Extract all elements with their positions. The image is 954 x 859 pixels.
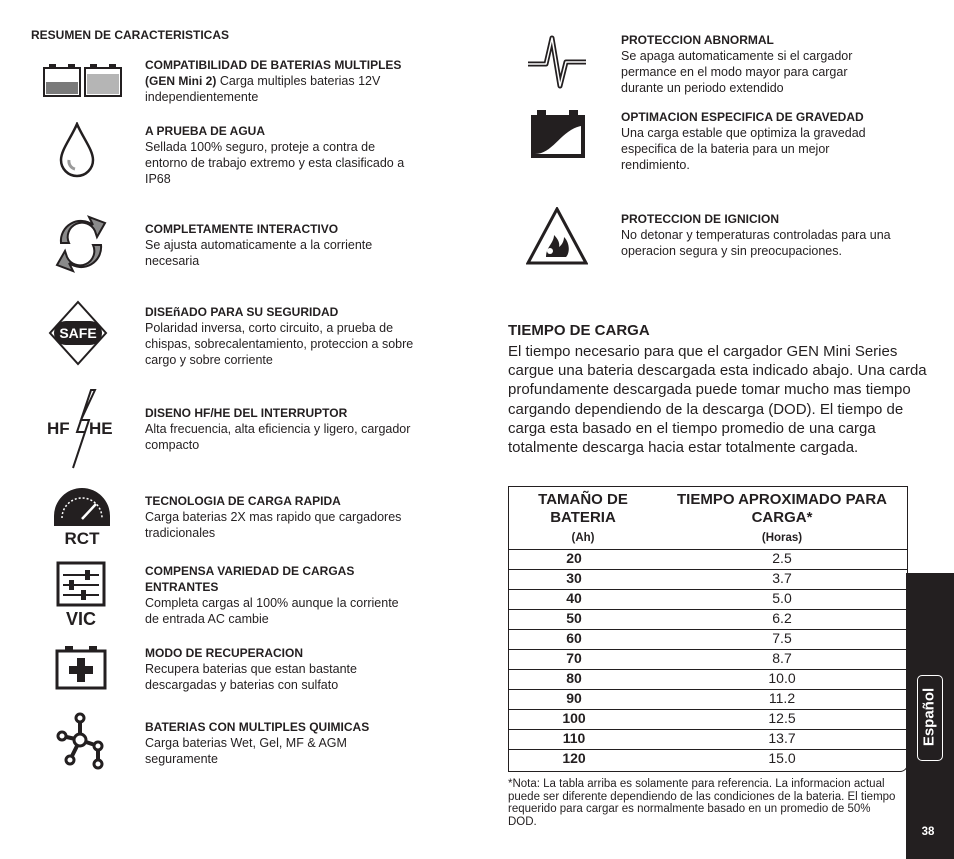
fire-warning-icon	[526, 207, 588, 270]
table-row: 40 5.0	[509, 589, 907, 610]
svg-text:VIC: VIC	[65, 609, 97, 627]
table-row: 80 10.0	[509, 669, 907, 690]
feature-waterproof: A PRUEBA DE AGUA Sellada 100% seguro, proteje a contra de entorno de trabajo extremo y esta clasificado a IP68	[145, 124, 405, 186]
feature-chemistries: BATERIAS CON MULTIPLES QUIMICAS Carga baterias Wet, Gel, MF & AGM seguramente	[145, 720, 370, 766]
feature-recovery: MODO DE RECUPERACION Recupera baterias que estan bastante descargadas y baterias con sulfato	[145, 646, 357, 692]
table-row: 110 13.7	[509, 729, 907, 750]
table-row: 100 12.5	[509, 709, 907, 730]
vic-sliders-icon	[55, 561, 107, 632]
page-number: 38	[921, 826, 935, 838]
water-drop-icon	[59, 122, 95, 183]
table-row: 70 8.7	[509, 649, 907, 670]
feature-vic: COMPENSA VARIEDAD DE CARGAS ENTRANTES Completa cargas al 100% aunque la corriente de entrada AC cambie	[145, 564, 399, 626]
table-header-battery-size: TAMAÑO DE BATERIA (Ah)	[538, 491, 628, 544]
svg-text:RCT: RCT	[64, 529, 100, 546]
table-row: 120 15.0	[562, 750, 796, 766]
svg-text:HE: HE	[89, 419, 113, 438]
feature-interactive: COMPLETAMENTE INTERACTIVO Se ajusta automaticamente a la corriente necesaria	[145, 222, 373, 268]
table-footnote: *Nota: La tabla arriba es solamente para referencia. La informacion actual puede ser diferente dependiendo de las condiciones de la bateria. El tiempo requerido para cargar es normalmente basado en un promedio de 50% DOD.	[508, 778, 896, 828]
table-row: 60 7.5	[509, 629, 907, 650]
svg-text:HF: HF	[47, 419, 70, 438]
table-header	[509, 487, 907, 550]
feature-abnormal-protection: PROTECCION ABNORMAL Se apaga automaticamente si el cargador permance en el modo mayor para cargar durante un periodo extendido	[621, 33, 853, 95]
section-title: RESUMEN DE CARACTERISTICAS	[31, 28, 230, 42]
dual-battery-icon	[43, 64, 123, 103]
charging-time-title: TIEMPO DE CARGA	[508, 322, 650, 339]
feature-safety: DISEñADO PARA SU SEGURIDAD Polaridad inversa, corto circuito, a prueba de chispas, sobrecalentamiento, proteccion a sobre cargo y sobre corriente	[145, 305, 414, 367]
feature-gravity-optimization: OPTIMACION ESPECIFICA DE GRAVEDAD Una carga estable que optimiza la gravedad especifica de la bateria para un mejor rendimiento.	[621, 110, 866, 172]
pulse-wave-icon	[526, 34, 588, 95]
table-header-charge-time: TIEMPO APROXIMADO PARA CARGA* (Horas)	[676, 491, 887, 544]
charging-time-body: El tiempo necesario para que el cargador GEN Mini Series cargue una bateria descargada esta indicado abajo. Una carda profundamente descargada puede tomar mucho mas tiempo cargando dependiendo de la descarga (DOD). El tiempo de carga esta basado en el tiempo promedio de una carga totalmente descarga hacia estar totalmente cargada.	[508, 343, 927, 457]
molecule-icon	[54, 712, 106, 775]
feature-rct: TECNOLOGIA DE CARGA RAPIDA Carga baterias 2X mas rapido que cargadores tradicionales	[145, 494, 402, 540]
recovery-battery-icon	[55, 646, 107, 695]
refresh-arrows-icon	[53, 209, 109, 284]
table-row: 90 11.2	[509, 689, 907, 710]
charging-time-table	[508, 486, 908, 772]
feature-multi-battery: COMPATIBILIDAD DE BATERIAS MULTIPLES (GEN Mini 2) Carga multiples baterias 12V independientemente	[145, 58, 402, 104]
table-row: 50 6.2	[509, 609, 907, 630]
language-label: Español	[920, 687, 938, 747]
feature-ignition-protection: PROTECCION DE IGNICION No detonar y temperaturas controladas para una operacion segura y sin preocupaciones.	[621, 212, 891, 258]
hf-he-lightning-icon	[47, 388, 119, 475]
safe-badge-icon	[48, 300, 108, 371]
svg-text:SAFE: SAFE	[59, 325, 97, 341]
table-row: 30 3.7	[509, 569, 907, 590]
table-row: 20 2.5	[509, 549, 907, 570]
rct-gauge-icon	[52, 486, 112, 551]
gravity-battery-icon	[529, 110, 587, 165]
feature-hf-he: DISENO HF/HE DEL INTERRUPTOR Alta frecuencia, alta eficiencia y ligero, cargador compacto	[145, 406, 411, 452]
